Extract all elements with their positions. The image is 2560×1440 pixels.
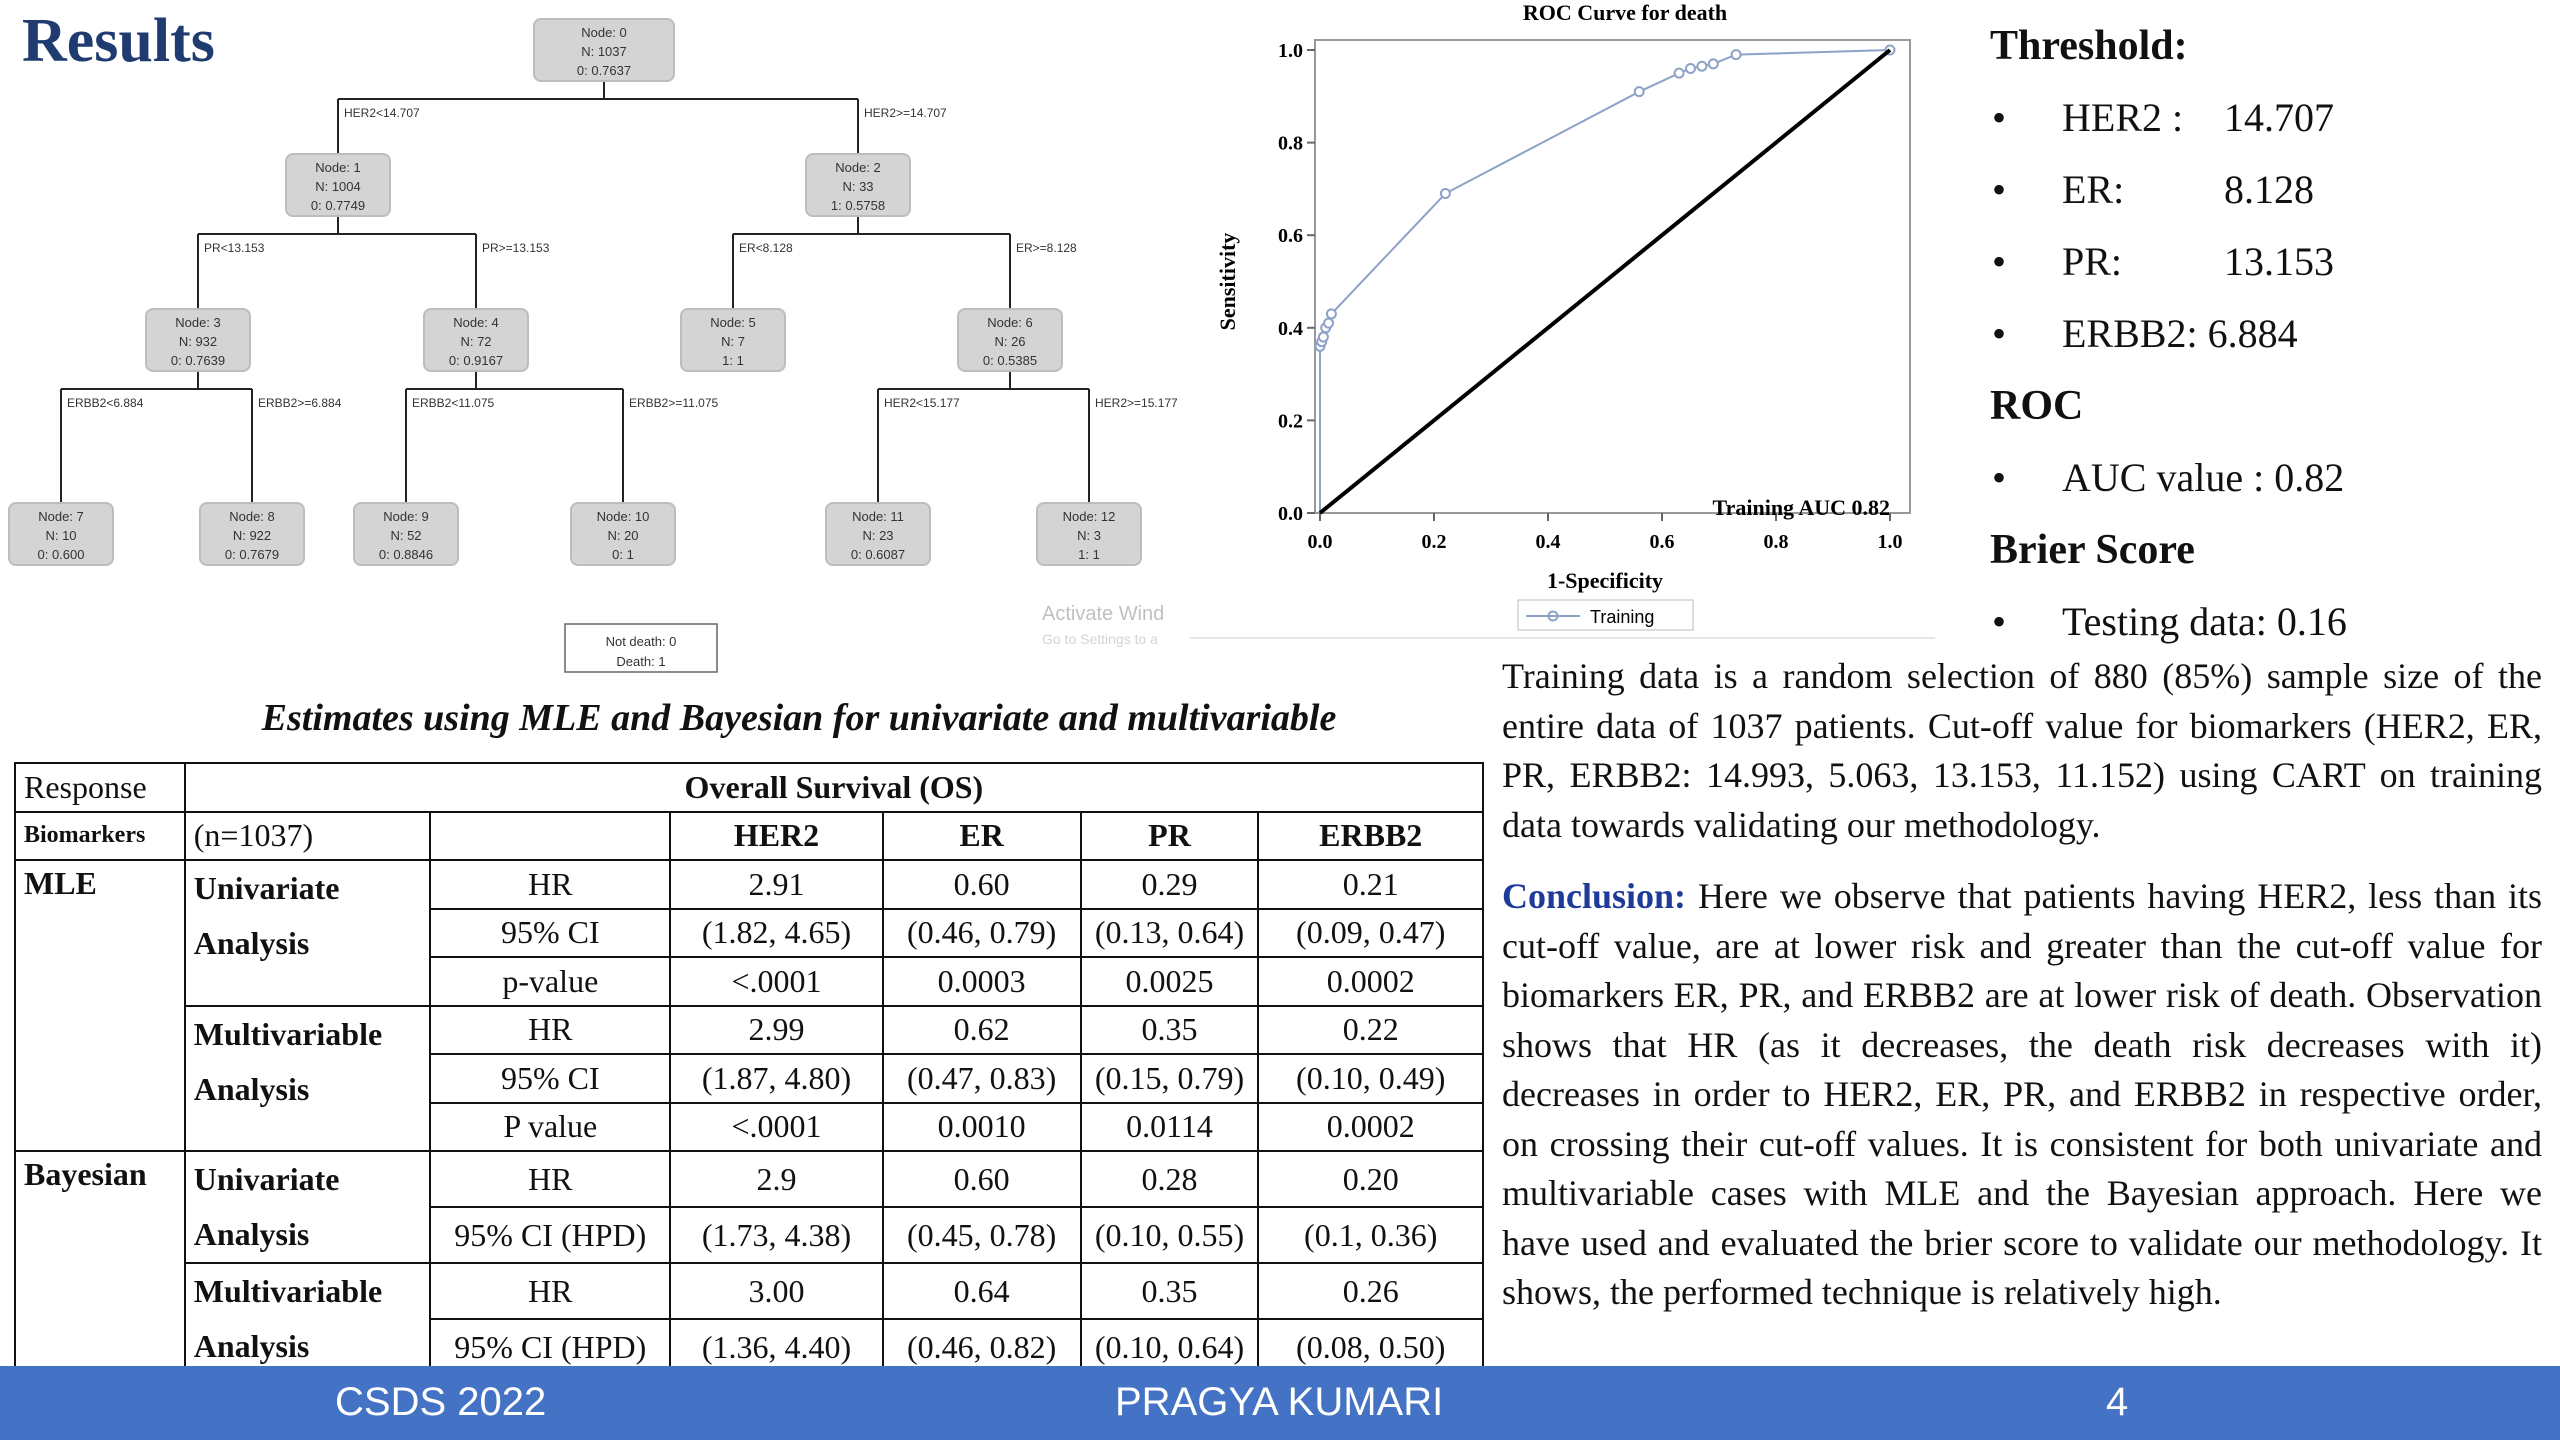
table-cell: 0.0002 [1258, 1103, 1483, 1152]
tree-node-n4 [424, 309, 528, 371]
tree-split-label: ERBB2<11.075 [412, 396, 495, 410]
bayesian-label: Bayesian [15, 1151, 185, 1375]
row-group-line: Multivariable [193, 1015, 383, 1052]
roc-point [1697, 62, 1706, 71]
threshold-label: PR: [2062, 239, 2123, 284]
bullet-icon: • [1992, 455, 2007, 500]
table-cell: (1.87, 4.80) [670, 1054, 883, 1103]
threshold-heading: Threshold: [1990, 23, 2188, 69]
stat-label: 95% CI [430, 909, 670, 958]
table-cell: <.0001 [670, 957, 883, 1006]
tree-node-text: 0: 0.7637 [576, 63, 632, 78]
tree-split-label: HER2>=14.707 [864, 106, 947, 120]
tree-split-label: ER<8.128 [739, 241, 793, 255]
bayesian-multivariable-label [185, 1263, 431, 1375]
roc-point [1732, 50, 1741, 59]
footer-conference: CSDS 2022 [335, 1380, 547, 1424]
table-row [15, 1151, 1483, 1207]
stat-label: 95% CI (HPD) [430, 1319, 670, 1375]
tree-legend [565, 624, 717, 672]
table-cell: 0.35 [1081, 1006, 1259, 1055]
tree-node-text: 0: 0.5385 [982, 353, 1038, 368]
roc-x-tick-label: 0.6 [1649, 531, 1675, 553]
col-her2: HER2 [670, 812, 883, 861]
table-cell: (0.15, 0.79) [1081, 1054, 1259, 1103]
tree-node-text: 1: 1 [722, 353, 744, 368]
table-cell: 0.21 [1258, 860, 1483, 909]
tree-node-text: 0: 0.7639 [170, 353, 226, 368]
tree-split-label: HER2<15.177 [884, 396, 960, 410]
roc-y-tick-label: 0.4 [1278, 317, 1303, 340]
table-cell: (0.46, 0.82) [883, 1319, 1081, 1375]
row-group-line: Univariate [193, 870, 340, 906]
roc-point [1635, 87, 1644, 96]
estimates-table [14, 762, 1484, 1376]
stat-label: 95% CI [430, 1054, 670, 1103]
tree-node-text: Node: 6 [987, 315, 1033, 330]
tree-split-label: ERBB2>=11.075 [629, 396, 719, 410]
threshold-label: HER2 : [2062, 95, 2184, 140]
row-group-line: Analysis [193, 1070, 310, 1107]
tree-node-text: 0: 0.7679 [224, 547, 280, 562]
table-row [15, 812, 1483, 861]
tree-node-n2 [806, 154, 910, 216]
threshold-pr [1990, 226, 2550, 298]
roc-chart [1190, 0, 1950, 650]
table-cell: 3.00 [670, 1263, 883, 1319]
stat-label: p-value [430, 957, 670, 1006]
table-cell: (1.73, 4.38) [670, 1207, 883, 1263]
tree-node-n10 [571, 503, 675, 565]
table-row [15, 1263, 1483, 1319]
table-title: Estimates using MLE and Bayesian for univariate and multivariable [261, 697, 1337, 739]
tree-node-text: Node: 2 [835, 160, 881, 175]
tree-node-text: N: 23 [862, 528, 894, 543]
tree-node-text: 0: 0.9167 [448, 353, 504, 368]
bullet-icon: • [1992, 239, 2007, 284]
table-cell: 0.26 [1258, 1263, 1483, 1319]
tree-node-text: Node: 5 [710, 315, 756, 330]
decision-tree [0, 0, 1200, 690]
tree-node-text: Node: 9 [383, 509, 429, 524]
table-cell: 2.9 [670, 1151, 883, 1207]
footer-author: PRAGYA KUMARI [1115, 1380, 1444, 1424]
brier-heading: Brier Score [1990, 527, 2195, 573]
tree-node-n6 [958, 309, 1062, 371]
table-row [15, 860, 1483, 909]
stat-label: HR [430, 1263, 670, 1319]
sample-size: (n=1037) [185, 812, 431, 861]
roc-auc-annotation: Training AUC 0.82 [1712, 495, 1890, 520]
table-cell: 0.0114 [1081, 1103, 1259, 1152]
roc-y-tick-label: 0.6 [1278, 225, 1303, 248]
roc-y-tick-label: 0.8 [1278, 132, 1303, 155]
table-cell: (0.08, 0.50) [1258, 1319, 1483, 1375]
activate-windows-watermark-sub: Go to Settings to a [1042, 631, 1158, 647]
tree-node-n1 [286, 154, 390, 216]
brier-item [1990, 586, 2550, 658]
table-cell: 0.60 [883, 860, 1081, 909]
tree-node-text: N: 26 [994, 334, 1026, 349]
response-header: Response [15, 763, 185, 812]
table-cell: (0.10, 0.55) [1081, 1207, 1259, 1263]
roc-y-tick-label: 0.0 [1278, 503, 1303, 525]
table-row [15, 763, 1483, 812]
row-group-line: Analysis [193, 1328, 310, 1364]
table-cell: (0.45, 0.78) [883, 1207, 1081, 1263]
tree-legend-not-death: Not death: 0 [605, 634, 677, 649]
roc-y-axis-label: Sensitivity [1215, 232, 1240, 331]
table-cell: 0.35 [1081, 1263, 1259, 1319]
stat-label: HR [430, 1006, 670, 1055]
tree-node-text: N: 7 [721, 334, 745, 349]
roc-point [1675, 69, 1684, 78]
bullet-icon: • [1992, 311, 2007, 356]
table-cell: 0.20 [1258, 1151, 1483, 1207]
roc-y-tick-label: 1.0 [1278, 40, 1303, 62]
threshold-value: 13.153 [2224, 239, 2334, 284]
tree-split-label: PR>=13.153 [482, 241, 550, 255]
roc-x-tick-label: 0.4 [1535, 531, 1561, 553]
results-summary [1990, 10, 2550, 658]
roc-x-tick-label: 1.0 [1877, 531, 1903, 553]
tree-node-text: 0: 0.600 [37, 547, 85, 562]
table-row [15, 1006, 1483, 1055]
table-cell: (1.82, 4.65) [670, 909, 883, 958]
tree-node-text: 0: 0.6087 [850, 547, 906, 562]
page-title: Results [22, 7, 215, 75]
training-data-paragraph: Training data is a random selection of 880 (85%) sample size of the entire data of 1037 patients. Cut-off value for biomarkers (HER2, ER, PR, ERBB2: 14.993, 5.063, 13.153, 11.152) using CART on training data towards validating our methodology. [1502, 656, 2542, 845]
tree-node-text: 1: 1 [1078, 547, 1100, 562]
table-cell: (0.1, 0.36) [1258, 1207, 1483, 1263]
tree-node-text: Node: 11 [852, 509, 904, 524]
roc-x-axis-label: 1-Specificity [1546, 568, 1664, 593]
table-cell: 0.60 [883, 1151, 1081, 1207]
col-erbb2: ERBB2 [1258, 812, 1483, 861]
tree-node-n3 [146, 309, 250, 371]
stat-label: 95% CI (HPD) [430, 1207, 670, 1263]
footer-page-number: 4 [2106, 1380, 2129, 1424]
tree-node-text: Node: 8 [229, 509, 275, 524]
roc-legend-label: Training [1590, 607, 1655, 627]
table-cell: 0.0010 [883, 1103, 1081, 1152]
bayesian-univariate-label [185, 1151, 431, 1263]
table-cell: (1.36, 4.40) [670, 1319, 883, 1375]
tree-node-text: 0: 1 [612, 547, 634, 562]
table-cell: 0.64 [883, 1263, 1081, 1319]
tree-node-text: N: 20 [607, 528, 639, 543]
conclusion-paragraph [1502, 872, 2542, 1318]
table-cell: 0.62 [883, 1006, 1081, 1055]
tree-node-text: N: 3 [1077, 528, 1101, 543]
conclusion-heading: Conclusion: [1502, 876, 1687, 916]
row-group-line: Univariate [193, 1161, 340, 1197]
mle-label: MLE [15, 860, 185, 1151]
mle-univariate-label [185, 860, 431, 1006]
bullet-icon: • [1992, 95, 2007, 140]
tree-node-n11 [826, 503, 930, 565]
threshold-value: 14.707 [2224, 95, 2334, 140]
tree-node-text: N: 72 [460, 334, 492, 349]
table-cell: 0.0002 [1258, 957, 1483, 1006]
tree-node-n0 [534, 19, 674, 81]
roc-chart-title: ROC Curve for death [1522, 0, 1728, 25]
tree-split-label: ER>=8.128 [1016, 241, 1077, 255]
stat-label: HR [430, 1151, 670, 1207]
tree-legend-death: Death: 1 [616, 654, 666, 669]
threshold-erbb2 [1990, 298, 2550, 370]
row-group-line: Multivariable [193, 1273, 383, 1309]
tree-node-n5 [681, 309, 785, 371]
threshold-value: 8.128 [2224, 167, 2314, 212]
tree-node-text: N: 922 [232, 528, 272, 543]
table-cell: 0.22 [1258, 1006, 1483, 1055]
table-cell: (0.10, 0.49) [1258, 1054, 1483, 1103]
threshold-label: ER: [2062, 167, 2125, 212]
table-cell: 2.99 [670, 1006, 883, 1055]
tree-node-text: Node: 3 [175, 315, 221, 330]
table-cell: 0.28 [1081, 1151, 1259, 1207]
threshold-label: ERBB2: [2062, 311, 2198, 356]
tree-split-label: PR<13.153 [204, 241, 265, 255]
roc-point [1709, 59, 1718, 68]
stat-label: P value [430, 1103, 670, 1152]
tree-node-text: Node: 12 [1062, 509, 1116, 524]
tree-node-text: N: 33 [842, 179, 874, 194]
tree-node-n8 [200, 503, 304, 565]
tree-node-n9 [354, 503, 458, 565]
conclusion-body: Here we observe that patients having HER2, less than its cut-off value, are at lower risk and greater than the cut-off value for biomarkers ER, PR, and ERBB2 are at lower risk of death. Observation shows that HR (as it decreases, the death risk decreases with it) decreases in order to HER2, ER, PR, and ERBB2 in respective order, on crossing their cut-off values. It is consistent for both univariate and multivariable cases with MLE and the Bayesian approach. Here we have used and evaluated the brier score to validate our methodology. It shows, the performed technique is relatively high. [1502, 876, 2542, 1312]
roc-point [1686, 64, 1695, 73]
tree-node-text: N: 1004 [315, 179, 361, 194]
roc-point [1441, 189, 1450, 198]
tree-split-label: ERBB2>=6.884 [258, 396, 342, 410]
tree-split-label: HER2>=15.177 [1095, 396, 1178, 410]
tree-node-text: Node: 0 [581, 25, 627, 40]
table-cell: 0.0003 [883, 957, 1081, 1006]
tree-node-n12 [1037, 503, 1141, 565]
auc-item [1990, 442, 2550, 514]
row-group-line: Analysis [193, 1216, 310, 1252]
stat-label: HR [430, 860, 670, 909]
biomarkers-header: Biomarkers [15, 812, 185, 861]
roc-x-tick-label: 0.0 [1307, 531, 1333, 553]
roc-x-tick-label: 0.2 [1421, 531, 1447, 553]
tree-node-text: N: 932 [178, 334, 218, 349]
tree-node-text: 0: 0.7749 [310, 198, 366, 213]
tree-node-text: 1: 0.5758 [830, 198, 886, 213]
tree-node-text: Node: 1 [315, 160, 361, 175]
threshold-er [1990, 154, 2550, 226]
slide-footer [0, 1366, 2560, 1440]
table-cell: 0.29 [1081, 860, 1259, 909]
tree-node-text: Node: 4 [453, 315, 499, 330]
roc-point [1319, 333, 1328, 342]
table-cell: (0.09, 0.47) [1258, 909, 1483, 958]
tree-node-n7 [9, 503, 113, 565]
os-header: Overall Survival (OS) [185, 763, 1483, 812]
tree-node-text: Node: 7 [38, 509, 84, 524]
tree-split-label: ERBB2<6.884 [67, 396, 144, 410]
auc-value: AUC value : 0.82 [2062, 455, 2345, 500]
tree-node-text: N: 10 [45, 528, 77, 543]
table-cell: <.0001 [670, 1103, 883, 1152]
roc-point [1324, 319, 1333, 328]
table-cell: (0.47, 0.83) [883, 1054, 1081, 1103]
bullet-icon: • [1992, 167, 2007, 212]
table-cell: 2.91 [670, 860, 883, 909]
bullet-icon: • [1992, 599, 2007, 644]
table-cell: (0.10, 0.64) [1081, 1319, 1259, 1375]
stat-header-blank [430, 812, 670, 861]
brier-value: Testing data: 0.16 [2062, 599, 2347, 644]
tree-node-text: Node: 10 [596, 509, 650, 524]
tree-node-text: 0: 0.8846 [378, 547, 434, 562]
roc-x-tick-label: 0.8 [1763, 531, 1789, 553]
activate-windows-watermark: Activate Wind [1042, 603, 1165, 625]
mle-multivariable-label [185, 1006, 431, 1152]
threshold-value: 6.884 [2207, 311, 2298, 356]
tree-node-text: N: 1037 [581, 44, 627, 59]
table-cell: (0.46, 0.79) [883, 909, 1081, 958]
roc-legend [1518, 600, 1693, 630]
roc-y-tick-label: 0.2 [1278, 410, 1303, 433]
col-er: ER [883, 812, 1081, 861]
table-cell: 0.0025 [1081, 957, 1259, 1006]
roc-point [1327, 309, 1336, 318]
tree-node-text: N: 52 [390, 528, 422, 543]
tree-split-label: HER2<14.707 [344, 106, 420, 120]
threshold-her2 [1990, 82, 2550, 154]
row-group-line: Analysis [193, 925, 310, 961]
table-cell: (0.13, 0.64) [1081, 909, 1259, 958]
roc-heading: ROC [1990, 383, 2084, 429]
col-pr: PR [1081, 812, 1259, 861]
